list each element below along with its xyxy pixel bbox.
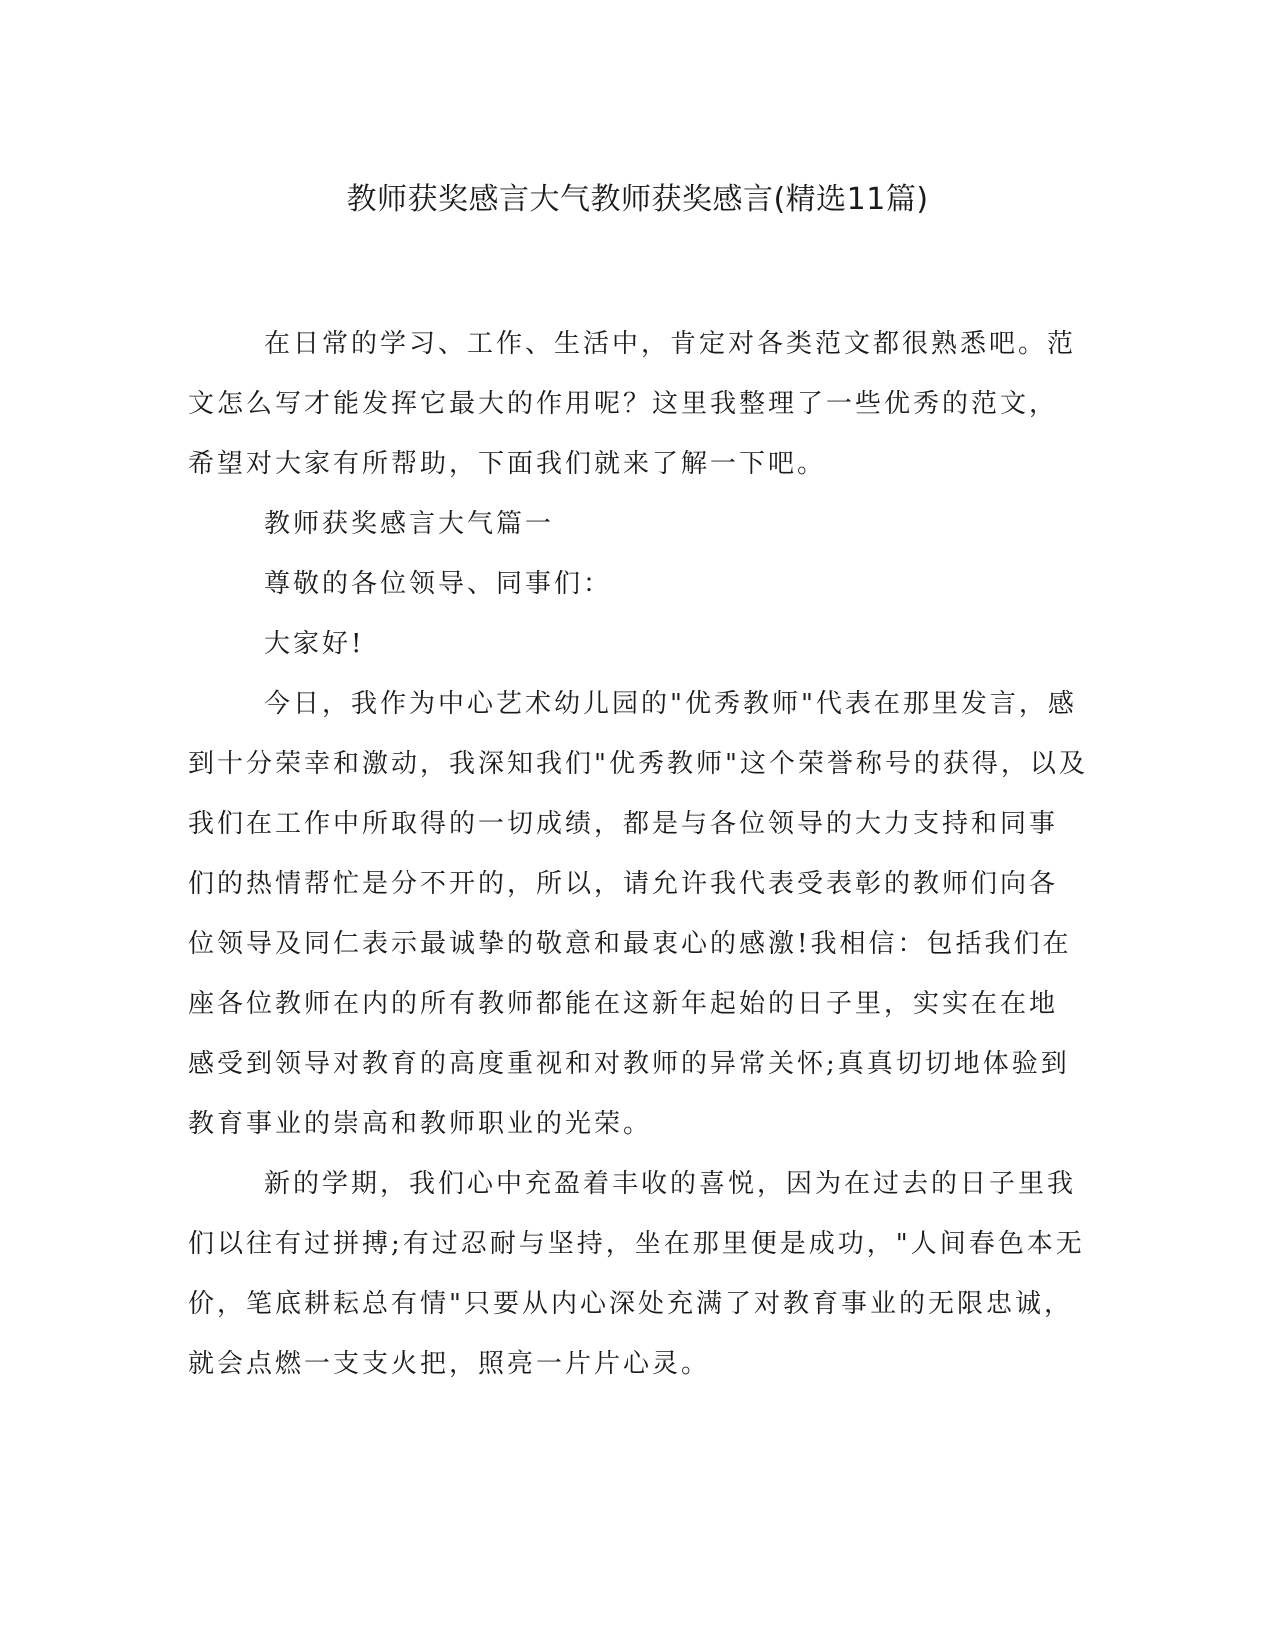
- salutation: [188, 554, 1088, 614]
- text-line: 位领导及同仁表示最诚挚的敬意和最衷心的感激!我相信：包括我们在: [188, 929, 1072, 959]
- text-line: 教育事业的崇高和教师职业的光荣。: [188, 1109, 653, 1139]
- section-heading: [188, 494, 1088, 554]
- text-line: 我们在工作中所取得的一切成绩，都是与各位领导的大力支持和同事: [188, 809, 1059, 839]
- text-line: 教师获奖感言大气篇一: [264, 509, 555, 539]
- text-line: 希望对大家有所帮助，下面我们就来了解一下吧。: [188, 449, 827, 479]
- text-line: 们的热情帮忙是分不开的，所以，请允许我代表受表彰的教师们向各: [188, 869, 1059, 899]
- text-line: 感受到领导对教育的高度重视和对教师的异常关怀;真真切切地体验到: [188, 1049, 1070, 1079]
- text-line: 价，笔底耕耘总有情"只要从内心深处充满了对教育事业的无限忠诚，: [188, 1289, 1073, 1319]
- text-line: 到十分荣幸和激动，我深知我们"优秀教师"这个荣誉称号的获得，以及: [188, 749, 1088, 779]
- text-line: 大家好!: [264, 629, 365, 659]
- greeting: [188, 614, 1088, 674]
- paragraph-intro: [188, 314, 1088, 494]
- text-line: 座各位教师在内的所有教师都能在这新年起始的日子里，实实在在地: [188, 989, 1059, 1019]
- text-line: 今日，我作为中心艺术幼儿园的"优秀教师"代表在那里发言，感: [264, 689, 1077, 719]
- document-title: 教师获奖感言大气教师获奖感言(精选11篇): [346, 182, 929, 217]
- paragraph-speech-1: [188, 674, 1088, 1154]
- document-body: [188, 314, 1088, 1394]
- text-line: 在日常的学习、工作、生活中，肯定对各类范文都很熟悉吧。范: [264, 329, 1077, 359]
- text-line: 就会点燃一支支火把，照亮一片片心灵。: [188, 1349, 711, 1379]
- text-line: 新的学期，我们心中充盈着丰收的喜悦，因为在过去的日子里我: [264, 1169, 1077, 1199]
- text-line: 文怎么写才能发挥它最大的作用呢？这里我整理了一些优秀的范文，: [188, 389, 1059, 419]
- paragraph-speech-2: [188, 1154, 1088, 1394]
- text-line: 尊敬的各位领导、同事们：: [264, 569, 613, 599]
- text-line: 们以往有过拼搏;有过忍耐与坚持，坐在那里便是成功，"人间春色本无: [188, 1229, 1085, 1259]
